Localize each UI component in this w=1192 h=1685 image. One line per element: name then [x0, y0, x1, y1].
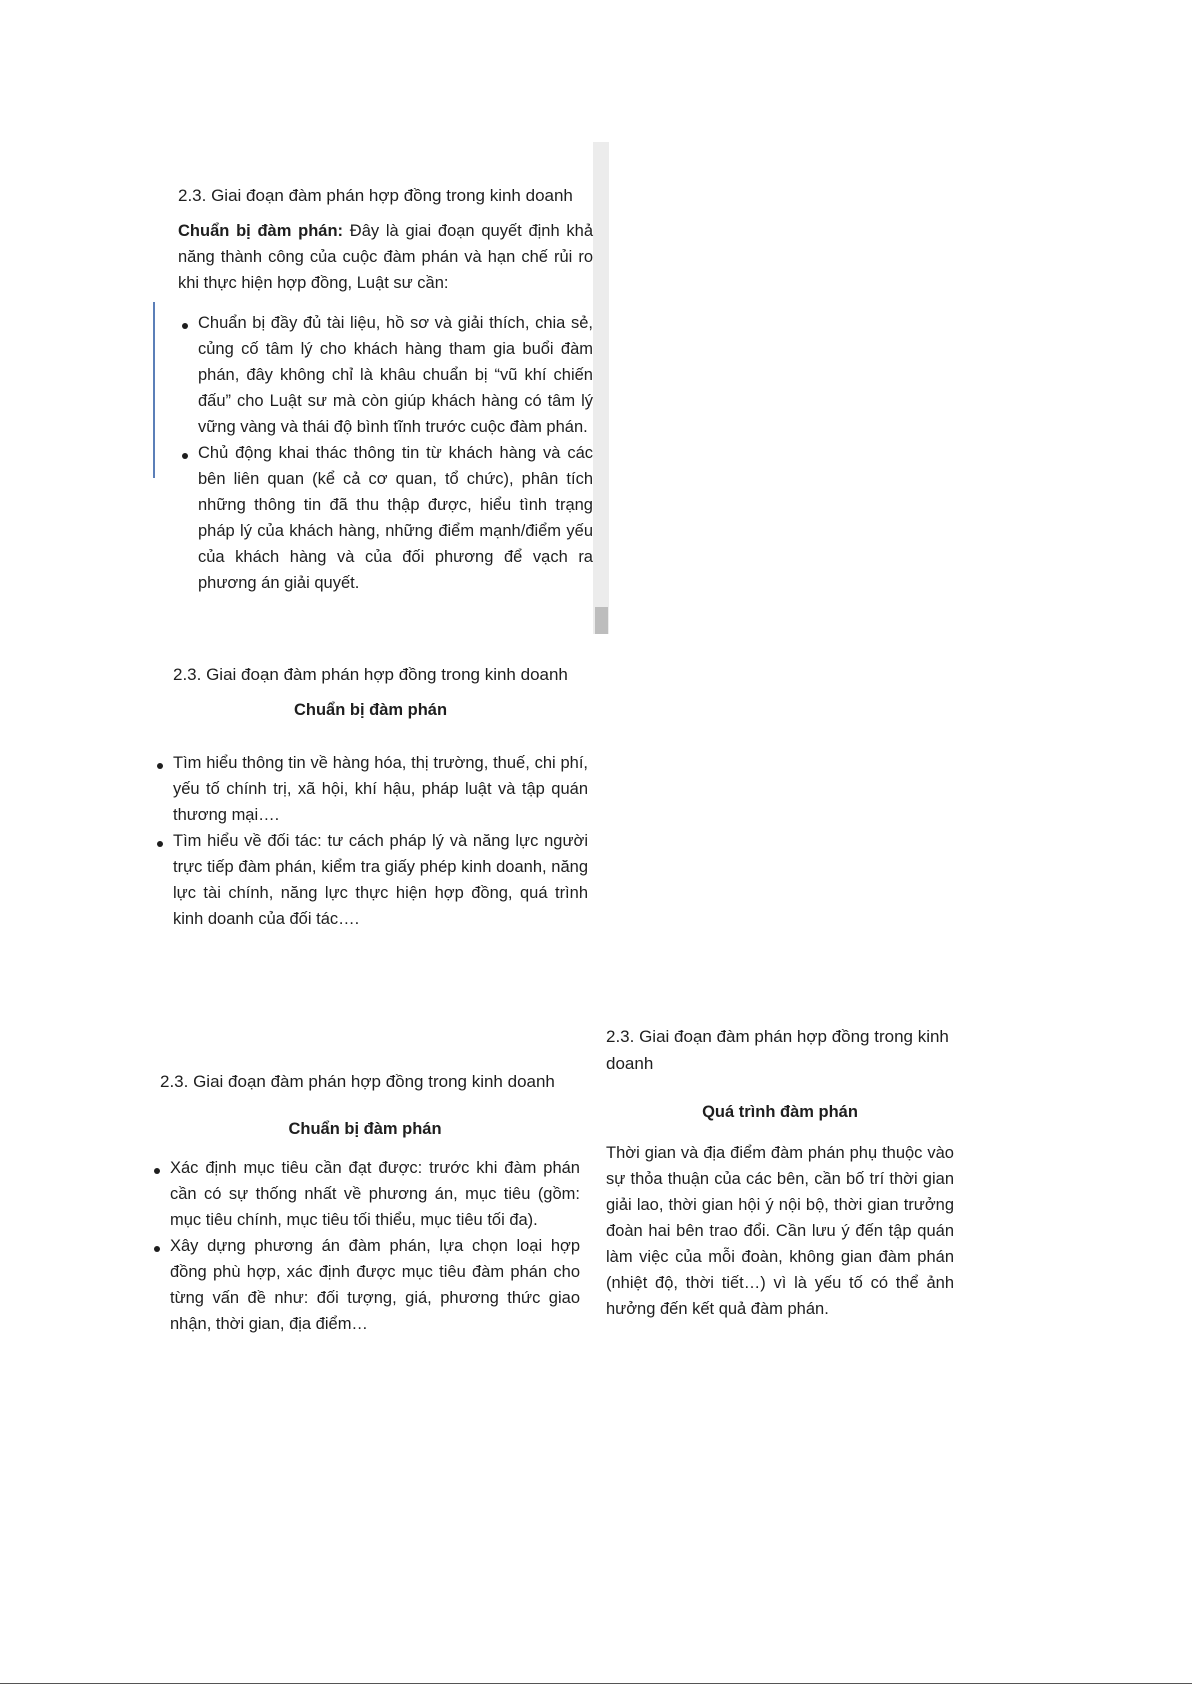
- panel4-heading: 2.3. Giai đoạn đàm phán hợp đồng trong kinh doanh: [606, 1027, 949, 1073]
- list-item: Chuẩn bị đầy đủ tài liệu, hồ sơ và giải thích, chia sẻ, củng cố tâm lý cho khách hàng tham gia buổi đàm phán, đây không chỉ là khâu chuẩn bị “vũ khí chiến đấu” cho Luật sư mà còn giúp khách hàng có tâm lý vững vàng và thái độ bình tĩnh trước cuộc đàm phán.: [178, 310, 593, 440]
- panel-2: [153, 663, 588, 932]
- list-item: Xác định mục tiêu cần đạt được: trước khi đàm phán cần có sự thống nhất về phương án, mục tiêu (gồm: mục tiêu chính, mục tiêu tối thiểu, mục tiêu tối đa).: [150, 1155, 580, 1233]
- panel3-heading: 2.3. Giai đoạn đàm phán hợp đồng trong kinh doanh: [160, 1072, 555, 1091]
- list-item: Tìm hiểu về đối tác: tư cách pháp lý và năng lực người trực tiếp đàm phán, kiểm tra giấy phép kinh doanh, năng lực tài chính, năng lực thực hiện hợp đồng, quá trình kinh doanh của đối tác….: [153, 828, 588, 932]
- panel1-side-marker: [153, 302, 155, 478]
- panel4-subtitle: Quá trình đàm phán: [702, 1103, 858, 1121]
- panel1-intro: [178, 218, 593, 296]
- panel1-intro-text: Đây là giai đoạn quyết định khả năng thành công của cuộc đàm phán và hạn chế rủi ro khi thực hiện hợp đồng, Luật sư cần:: [178, 222, 593, 292]
- panel2-heading: 2.3. Giai đoạn đàm phán hợp đồng trong kinh doanh: [173, 665, 568, 684]
- panel-1: [178, 184, 593, 596]
- panel1-bullet-list: [178, 310, 593, 596]
- panel4-paragraph: Thời gian và địa điểm đàm phán phụ thuộc vào sự thỏa thuận của các bên, cần bố trí thời gian giải lao, thời gian hội ý nội bộ, thời gian trưởng đoàn hai bên trao đổi. Cần lưu ý đến tập quán làm việc của mỗi đoàn, không gian đàm phán (nhiệt độ, thời tiết…) vì là yếu tố có thể ảnh hưởng đến kết quả đàm phán.: [606, 1144, 954, 1318]
- list-item: Xây dựng phương án đàm phán, lựa chọn loại hợp đồng phù hợp, xác định được mục tiêu đàm phán cho từng vấn đề như: đối tượng, giá, phương thức giao nhận, thời gian, địa điểm…: [150, 1233, 580, 1337]
- panel2-bullet-list: [153, 750, 588, 932]
- panel3-bullet-list: [150, 1155, 580, 1337]
- panel-4: [606, 1023, 954, 1322]
- panel1-intro-bold: Chuẩn bị đàm phán:: [178, 222, 344, 240]
- list-item: Chủ động khai thác thông tin từ khách hàng và các bên liên quan (kể cả cơ quan, tổ chức), phân tích những thông tin đã thu thập được, hiểu tình trạng pháp lý của khách hàng, những điểm mạnh/điểm yếu của khách hàng và của đối phương để vạch ra phương án giải quyết.: [178, 440, 593, 596]
- list-item: Tìm hiểu thông tin về hàng hóa, thị trường, thuế, chi phí, yếu tố chính trị, xã hội, khí hậu, pháp luật và tập quán thương mại….: [153, 750, 588, 828]
- panel3-subtitle: Chuẩn bị đàm phán: [288, 1120, 442, 1138]
- page-bottom-rule: [0, 1683, 1192, 1684]
- panel-3: [150, 1070, 580, 1337]
- panel1-scrollbar-track[interactable]: [593, 142, 609, 634]
- panel1-heading: 2.3. Giai đoạn đàm phán hợp đồng trong kinh doanh: [178, 186, 573, 205]
- panel2-subtitle: Chuẩn bị đàm phán: [293, 701, 448, 719]
- panel1-scrollbar-thumb[interactable]: [595, 607, 608, 634]
